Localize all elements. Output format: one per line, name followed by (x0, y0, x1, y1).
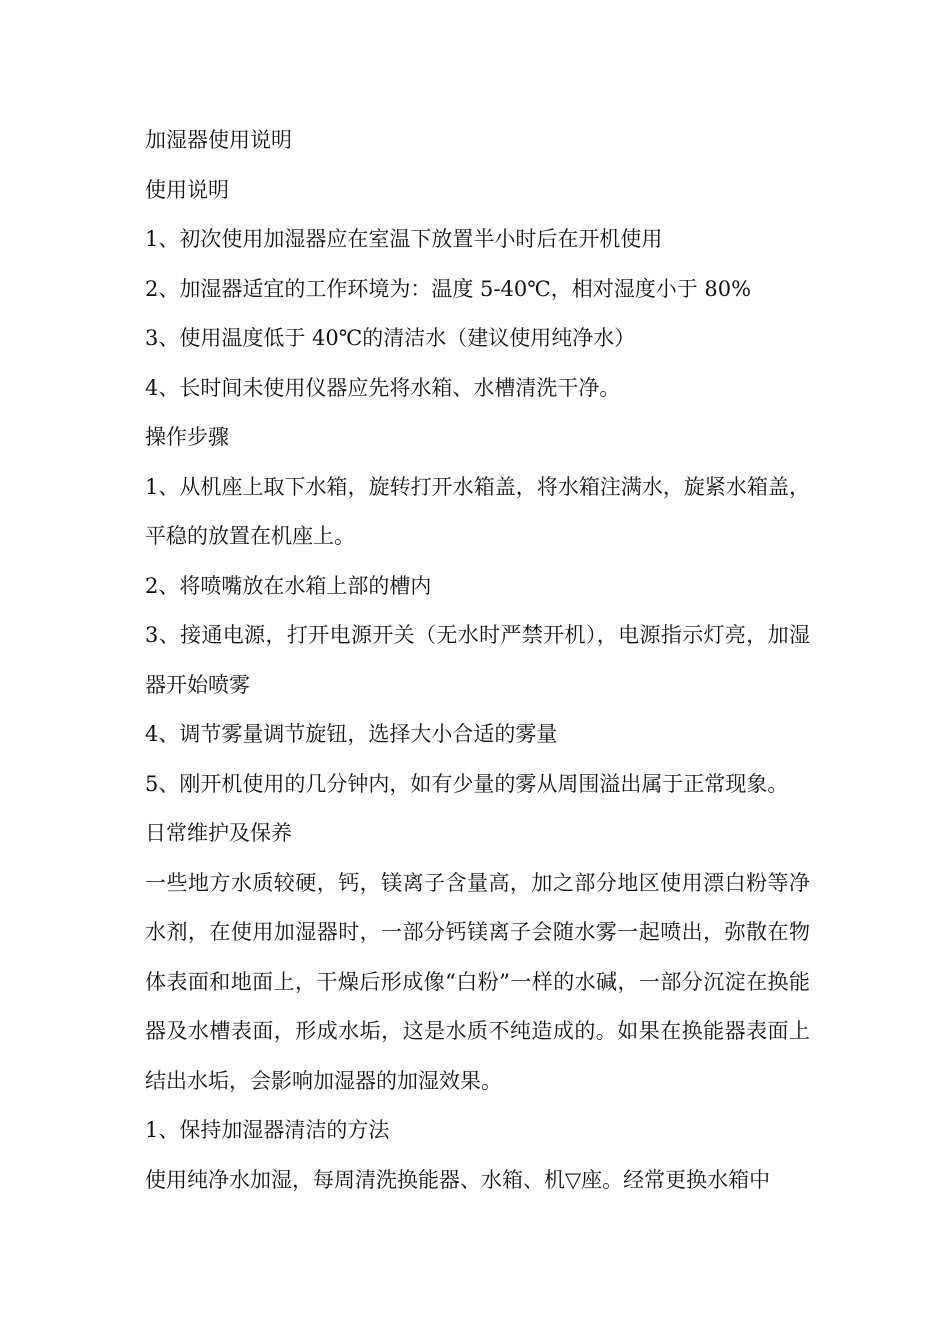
steps-item-3: 3、接通电源，打开电源开关（无水时严禁开机），电源指示灯亮，加湿器开始喷雾 (145, 623, 810, 697)
maintenance-last-line: 使用纯净水加湿，每周清洗换能器、水箱、机▽座。经常更换水箱中 (145, 1167, 771, 1192)
usage-item-4: 4、长时间未使用仪器应先将水箱、水槽清洗干净。 (145, 375, 621, 400)
usage-item-1: 1、初次使用加湿器应在室温下放置半小时后在开机使用 (145, 227, 663, 251)
usage-item-2: 2、加湿器适宜的工作环境为：温度 5-40℃，相对湿度小于 80% (145, 276, 752, 301)
steps-item-1: 1、从机座上取下水箱，旋转打开水箱盖，将水箱注满水，旋紧水箱盖，平稳的放置在机座上。 (145, 474, 810, 548)
maintenance-heading: 日常维护及保养 (145, 821, 292, 845)
steps-item-2: 2、将喷嘴放在水箱上部的槽内 (145, 573, 432, 598)
usage-heading: 使用说明 (145, 177, 229, 202)
steps-item-5: 5、刚开机使用的几分钟内，如有少量的雾从周围溢出属于正常现象。 (145, 771, 789, 796)
steps-heading: 操作步骤 (145, 425, 229, 449)
document-title: 加湿器使用说明 (145, 128, 292, 152)
usage-item-3: 3、使用温度低于 40℃的清洁水（建议使用纯净水） (145, 326, 636, 350)
document-body (145, 116, 810, 1205)
maintenance-paragraph: 一些地方水质较硬，钙，镁离子含量高，加之部分地区使用漂白粉等净水剂，在使用加湿器时，一部分钙镁离子会随水雾一起喷出，弥散在物体表面和地面上，干燥后形成像“白粉”一样的水碱，一部分沉淀在换能器及水槽表面，形成水垢，这是水质不纯造成的。如果在换能器表面上结出水垢，会影响加湿器的加湿效果。 (145, 870, 810, 1093)
steps-item-4: 4、调节雾量调节旋钮，选择大小合适的雾量 (145, 722, 558, 746)
maintenance-subheading: 1、保持加湿器清洁的方法 (145, 1118, 390, 1142)
